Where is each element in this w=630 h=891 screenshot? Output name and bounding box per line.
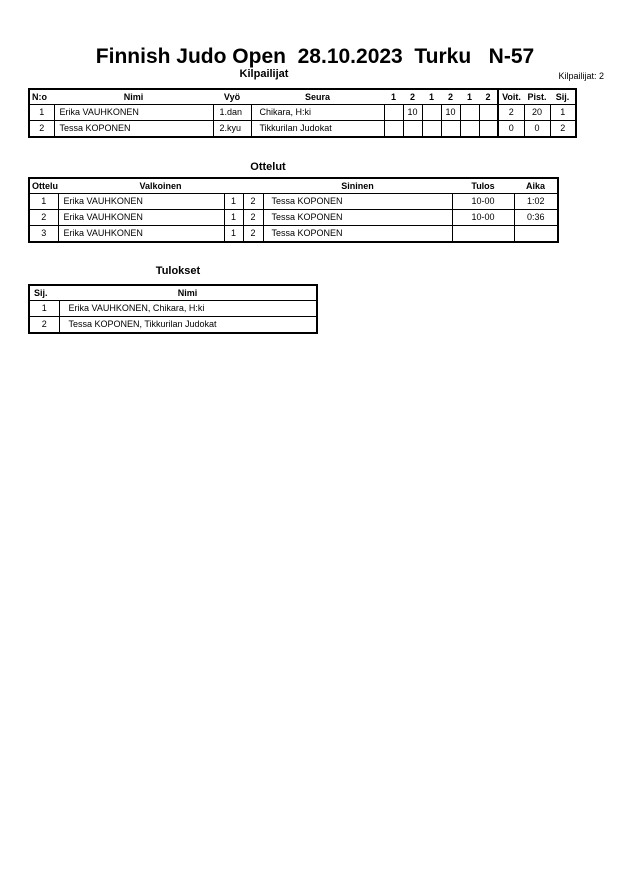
column-header-wins: Voit. (498, 89, 524, 105)
cell-blue-num: 2 (243, 210, 263, 226)
cell-score-2 (403, 121, 422, 138)
cell-belt: 2.kyu (213, 121, 251, 138)
cell-points: 0 (524, 121, 550, 138)
cell-white-name: Erika VAUHKONEN (58, 226, 224, 243)
match-row (29, 226, 558, 243)
cell-club: Tikkurilan Judokat (251, 121, 384, 138)
cell-place: 1 (550, 105, 576, 121)
cell-wins: 0 (498, 121, 524, 138)
match-row (29, 210, 558, 226)
cell-score-1 (384, 105, 403, 121)
results-caption: Tulokset (155, 265, 201, 277)
cell-score-2: 10 (403, 105, 422, 121)
cell-time: 1:02 (514, 194, 558, 210)
cell-white-num: 1 (224, 226, 243, 243)
cell-result: 10-00 (452, 210, 514, 226)
cell-place: 2 (550, 121, 576, 138)
column-header-score-4: 2 (441, 89, 460, 105)
cell-place: 1 (29, 301, 59, 317)
column-header-score-1: 1 (384, 89, 403, 105)
cell-white-name: Erika VAUHKONEN (58, 194, 224, 210)
cell-score-5 (460, 121, 479, 138)
cell-blue-name: Tessa KOPONEN (263, 194, 452, 210)
cell-score-1 (384, 121, 403, 138)
matches-header-row (29, 178, 558, 194)
cell-score-6 (479, 121, 498, 138)
column-header-club: Seura (251, 89, 384, 105)
column-header-score-6: 2 (479, 89, 498, 105)
competitors-header-row (29, 89, 576, 105)
cell-match-no: 2 (29, 210, 58, 226)
cell-result: 10-00 (452, 194, 514, 210)
column-header-points: Pist. (524, 89, 550, 105)
cell-points: 20 (524, 105, 550, 121)
column-header-no: N:o (29, 89, 54, 105)
cell-belt: 1.dan (213, 105, 251, 121)
column-header-score-3: 1 (422, 89, 441, 105)
column-header-result: Tulos (452, 178, 514, 194)
column-header-match: Ottelu (29, 178, 58, 194)
competitors-table (28, 88, 577, 138)
cell-name: Erika VAUHKONEN (54, 105, 213, 121)
cell-score-6 (479, 105, 498, 121)
competitor-row (29, 105, 576, 121)
cell-white-num: 1 (224, 194, 243, 210)
cell-white-num: 1 (224, 210, 243, 226)
cell-score-3 (422, 121, 441, 138)
cell-blue-name: Tessa KOPONEN (263, 210, 452, 226)
cell-place: 2 (29, 317, 59, 334)
cell-no: 1 (29, 105, 54, 121)
page-title: Finnish Judo Open 28.10.2023 Turku N-57 (95, 45, 535, 68)
cell-score-4 (441, 121, 460, 138)
matches-caption: Ottelut (250, 161, 286, 173)
cell-time: 0:36 (514, 210, 558, 226)
cell-club: Chikara, H:ki (251, 105, 384, 121)
cell-score-5 (460, 105, 479, 121)
result-row (29, 301, 317, 317)
competitors-count: Kilpailijat: 2 (558, 71, 604, 81)
cell-blue-num: 2 (243, 226, 263, 243)
cell-name-club: Tessa KOPONEN, Tikkurilan Judokat (59, 317, 317, 334)
competitor-row (29, 121, 576, 138)
cell-no: 2 (29, 121, 54, 138)
cell-score-3 (422, 105, 441, 121)
cell-score-4: 10 (441, 105, 460, 121)
column-header-time: Aika (514, 178, 558, 194)
cell-match-no: 1 (29, 194, 58, 210)
column-header-blue: Sininen (263, 178, 452, 194)
column-header-place: Sij. (550, 89, 576, 105)
competitors-caption: Kilpailijat (239, 68, 289, 80)
cell-name: Tessa KOPONEN (54, 121, 213, 138)
matches-table (28, 177, 559, 243)
cell-time (514, 226, 558, 243)
result-row (29, 317, 317, 334)
cell-blue-num: 2 (243, 194, 263, 210)
column-header-white: Valkoinen (58, 178, 263, 194)
cell-match-no: 3 (29, 226, 58, 243)
column-header-belt: Vyö (213, 89, 251, 105)
column-header-place: Sij. (29, 285, 59, 301)
results-table (28, 284, 318, 334)
column-header-name: Nimi (54, 89, 213, 105)
cell-wins: 2 (498, 105, 524, 121)
column-header-score-2: 2 (403, 89, 422, 105)
column-header-name: Nimi (59, 285, 317, 301)
column-header-score-5: 1 (460, 89, 479, 105)
match-row (29, 194, 558, 210)
cell-result (452, 226, 514, 243)
cell-name-club: Erika VAUHKONEN, Chikara, H:ki (59, 301, 317, 317)
cell-blue-name: Tessa KOPONEN (263, 226, 452, 243)
results-header-row (29, 285, 317, 301)
cell-white-name: Erika VAUHKONEN (58, 210, 224, 226)
